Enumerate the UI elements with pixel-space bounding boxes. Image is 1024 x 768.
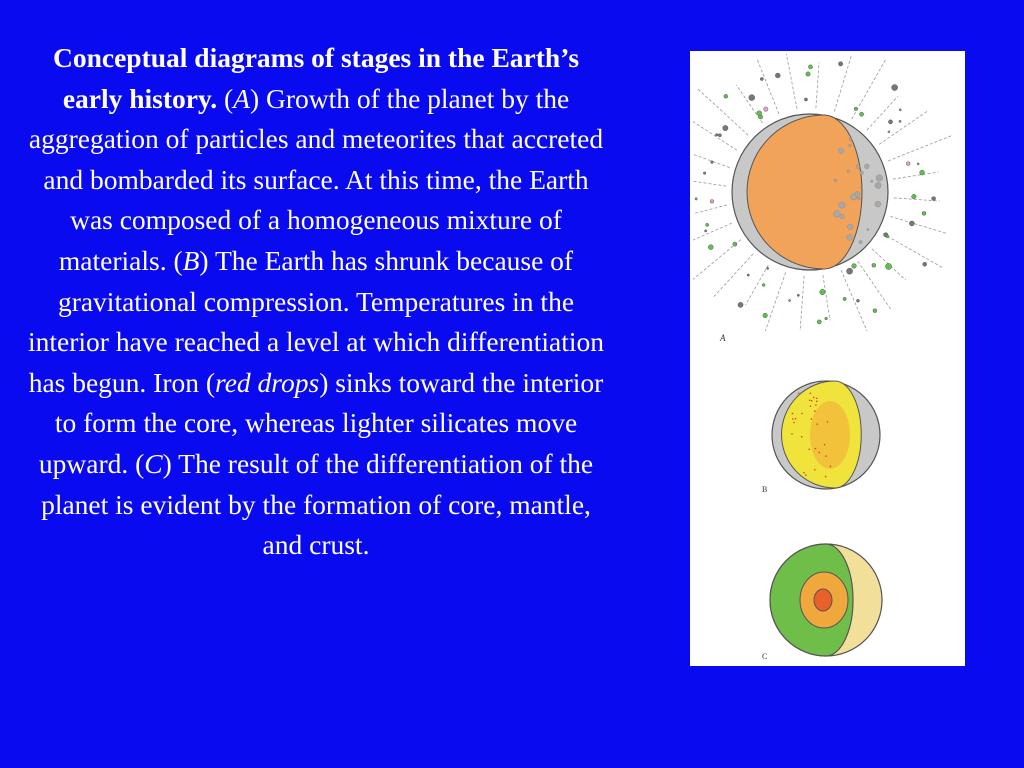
meteorite xyxy=(917,163,919,165)
iron-drop xyxy=(792,418,794,420)
iron-drop xyxy=(830,466,832,468)
meteorite xyxy=(923,262,927,266)
crater xyxy=(871,180,873,182)
meteorite xyxy=(708,245,713,250)
meteorite xyxy=(775,73,780,78)
crater xyxy=(855,191,860,196)
iron-drop xyxy=(816,397,818,399)
caption-label-a: A xyxy=(233,82,250,114)
iron-drop xyxy=(810,405,812,407)
crater xyxy=(849,138,852,141)
crater xyxy=(875,201,881,207)
crater xyxy=(847,170,850,173)
meteorite xyxy=(705,230,707,232)
iron-drop xyxy=(825,476,827,478)
iron-drop xyxy=(824,444,826,446)
stage-a-planet xyxy=(732,114,888,270)
iron-drop xyxy=(809,399,811,401)
accretion-ray xyxy=(883,234,944,269)
iron-drop xyxy=(811,418,813,420)
meteorite xyxy=(899,120,901,122)
meteorite xyxy=(733,242,737,246)
iron-drop xyxy=(827,421,829,423)
crater xyxy=(839,202,845,208)
stage-c-label: C xyxy=(762,652,768,661)
caption-label-b: B xyxy=(182,244,200,276)
meteorite xyxy=(885,263,891,269)
meteorite xyxy=(808,65,812,69)
stage-a-label: A xyxy=(720,333,726,343)
caption-text: ) sinks toward the interior to form the core, whereas lighter silicates move upward. ( xyxy=(38,366,604,479)
meteorite xyxy=(888,131,890,133)
meteorite xyxy=(820,289,825,294)
meteorite xyxy=(854,107,858,111)
crater xyxy=(840,214,844,218)
iron-drop xyxy=(813,397,815,399)
meteorite xyxy=(723,125,728,130)
crater xyxy=(867,229,869,231)
meteorite xyxy=(724,94,728,98)
meteorite xyxy=(715,134,718,137)
meteorite xyxy=(912,194,917,199)
stage-b-label: B xyxy=(762,485,768,494)
iron-drop xyxy=(818,452,820,454)
accretion-ray xyxy=(893,172,938,179)
caption-text: ) Growth of the planet by the aggregation of particles and meteorites that accreted and bombarded its surface. At this time, the Earth was composed of a homogeneous mixture of materials. ( xyxy=(28,82,604,276)
caption-text: ) The result of the differentiation of the planet is evident by the formation of core, mantle, and crust. xyxy=(41,447,594,561)
iron-drop xyxy=(808,449,810,451)
crater xyxy=(838,148,844,154)
iron-drop xyxy=(805,474,807,476)
meteorite xyxy=(886,235,889,238)
accretion-ray xyxy=(693,205,727,214)
iron-drop xyxy=(810,393,812,395)
earth-stages-diagram xyxy=(690,51,965,666)
crater xyxy=(860,171,864,175)
meteorite xyxy=(711,161,714,164)
meteorite xyxy=(843,297,846,300)
iron-drop xyxy=(801,436,803,438)
accretion-ray xyxy=(890,216,946,233)
accretion-ray xyxy=(757,60,778,114)
meteorite xyxy=(738,302,743,307)
meteorite xyxy=(706,223,709,226)
caption-text: ) The Earth has shrunk because of gravitational compression. Temperatures in the interior have reached a level at which differentiation has begun. Iron ( xyxy=(28,244,604,398)
iron-drop xyxy=(815,404,817,406)
meteorite xyxy=(909,221,914,226)
iron-drop xyxy=(791,433,793,435)
caption-label-c: C xyxy=(144,447,163,479)
meteorite xyxy=(838,62,842,66)
meteorite xyxy=(847,268,853,274)
crater xyxy=(847,235,853,241)
meteorite xyxy=(747,274,749,276)
stage-b-planet xyxy=(772,381,880,489)
iron-drop xyxy=(816,401,818,403)
meteorite xyxy=(695,198,698,201)
accretion-ray xyxy=(823,275,830,320)
meteorite xyxy=(899,109,901,111)
crater xyxy=(876,175,883,182)
accretion-ray xyxy=(800,276,804,331)
iron-drop xyxy=(825,455,827,457)
caption-text: ( xyxy=(217,82,234,114)
iron-drop xyxy=(798,392,800,394)
accretion-ray xyxy=(816,62,819,108)
crater xyxy=(859,240,862,243)
meteorite xyxy=(825,317,828,320)
meteorite xyxy=(888,120,892,124)
meteorite xyxy=(872,263,876,267)
meteorite xyxy=(760,77,763,80)
crater xyxy=(856,165,860,169)
iron-drop xyxy=(803,472,805,474)
meteorite xyxy=(922,211,926,215)
iron-drop xyxy=(814,469,816,471)
meteorite xyxy=(788,299,790,301)
meteorite xyxy=(797,294,799,296)
earth-stages-figure xyxy=(690,51,965,666)
meteorite xyxy=(718,134,721,137)
iron-drop xyxy=(815,448,817,450)
meteorite xyxy=(852,264,857,269)
crater xyxy=(834,179,837,182)
accretion-ray xyxy=(879,111,927,144)
meteorite xyxy=(856,299,859,302)
meteorite xyxy=(920,170,925,175)
accretion-ray xyxy=(786,54,797,109)
accretion-ray xyxy=(765,272,785,331)
meteorite xyxy=(763,313,768,318)
accretion-ray xyxy=(697,88,749,135)
crater xyxy=(858,197,861,200)
meteorite xyxy=(764,107,768,111)
accretion-ray xyxy=(693,223,732,240)
meteorite xyxy=(804,98,807,101)
accretion-ray xyxy=(888,135,953,161)
iron-drop xyxy=(801,413,803,415)
iron-drop xyxy=(816,423,818,425)
meteorite xyxy=(817,320,821,324)
accretion-ray xyxy=(867,96,898,130)
meteorite xyxy=(859,112,863,116)
meteorite xyxy=(806,72,810,76)
crater xyxy=(849,144,852,147)
meteorite xyxy=(710,200,714,204)
crater xyxy=(833,211,840,218)
accretion-ray xyxy=(858,261,891,309)
crater xyxy=(864,164,869,169)
crater xyxy=(875,182,881,188)
meteorite xyxy=(749,95,755,101)
meteorite xyxy=(766,267,768,269)
crater xyxy=(847,224,853,230)
meteorite xyxy=(906,162,910,166)
caption-title: Conceptual diagrams of stages in the Earth’s early history. xyxy=(52,42,580,114)
iron-drop xyxy=(793,422,795,424)
meteorite xyxy=(892,85,898,91)
meteorite xyxy=(873,309,877,313)
iron-drop xyxy=(814,410,816,412)
accretion-ray xyxy=(693,122,737,151)
meteorite xyxy=(703,172,706,175)
meteorite xyxy=(757,111,762,116)
stage-c-planet xyxy=(770,544,882,656)
figure-caption xyxy=(28,38,604,566)
caption-red-drops: red drops xyxy=(215,366,320,398)
iron-drop xyxy=(811,400,813,402)
iron-drop xyxy=(792,413,794,415)
accretion-ray xyxy=(693,181,726,186)
iron-drop xyxy=(795,418,797,420)
meteorite xyxy=(932,197,936,201)
meteorite xyxy=(762,283,765,286)
